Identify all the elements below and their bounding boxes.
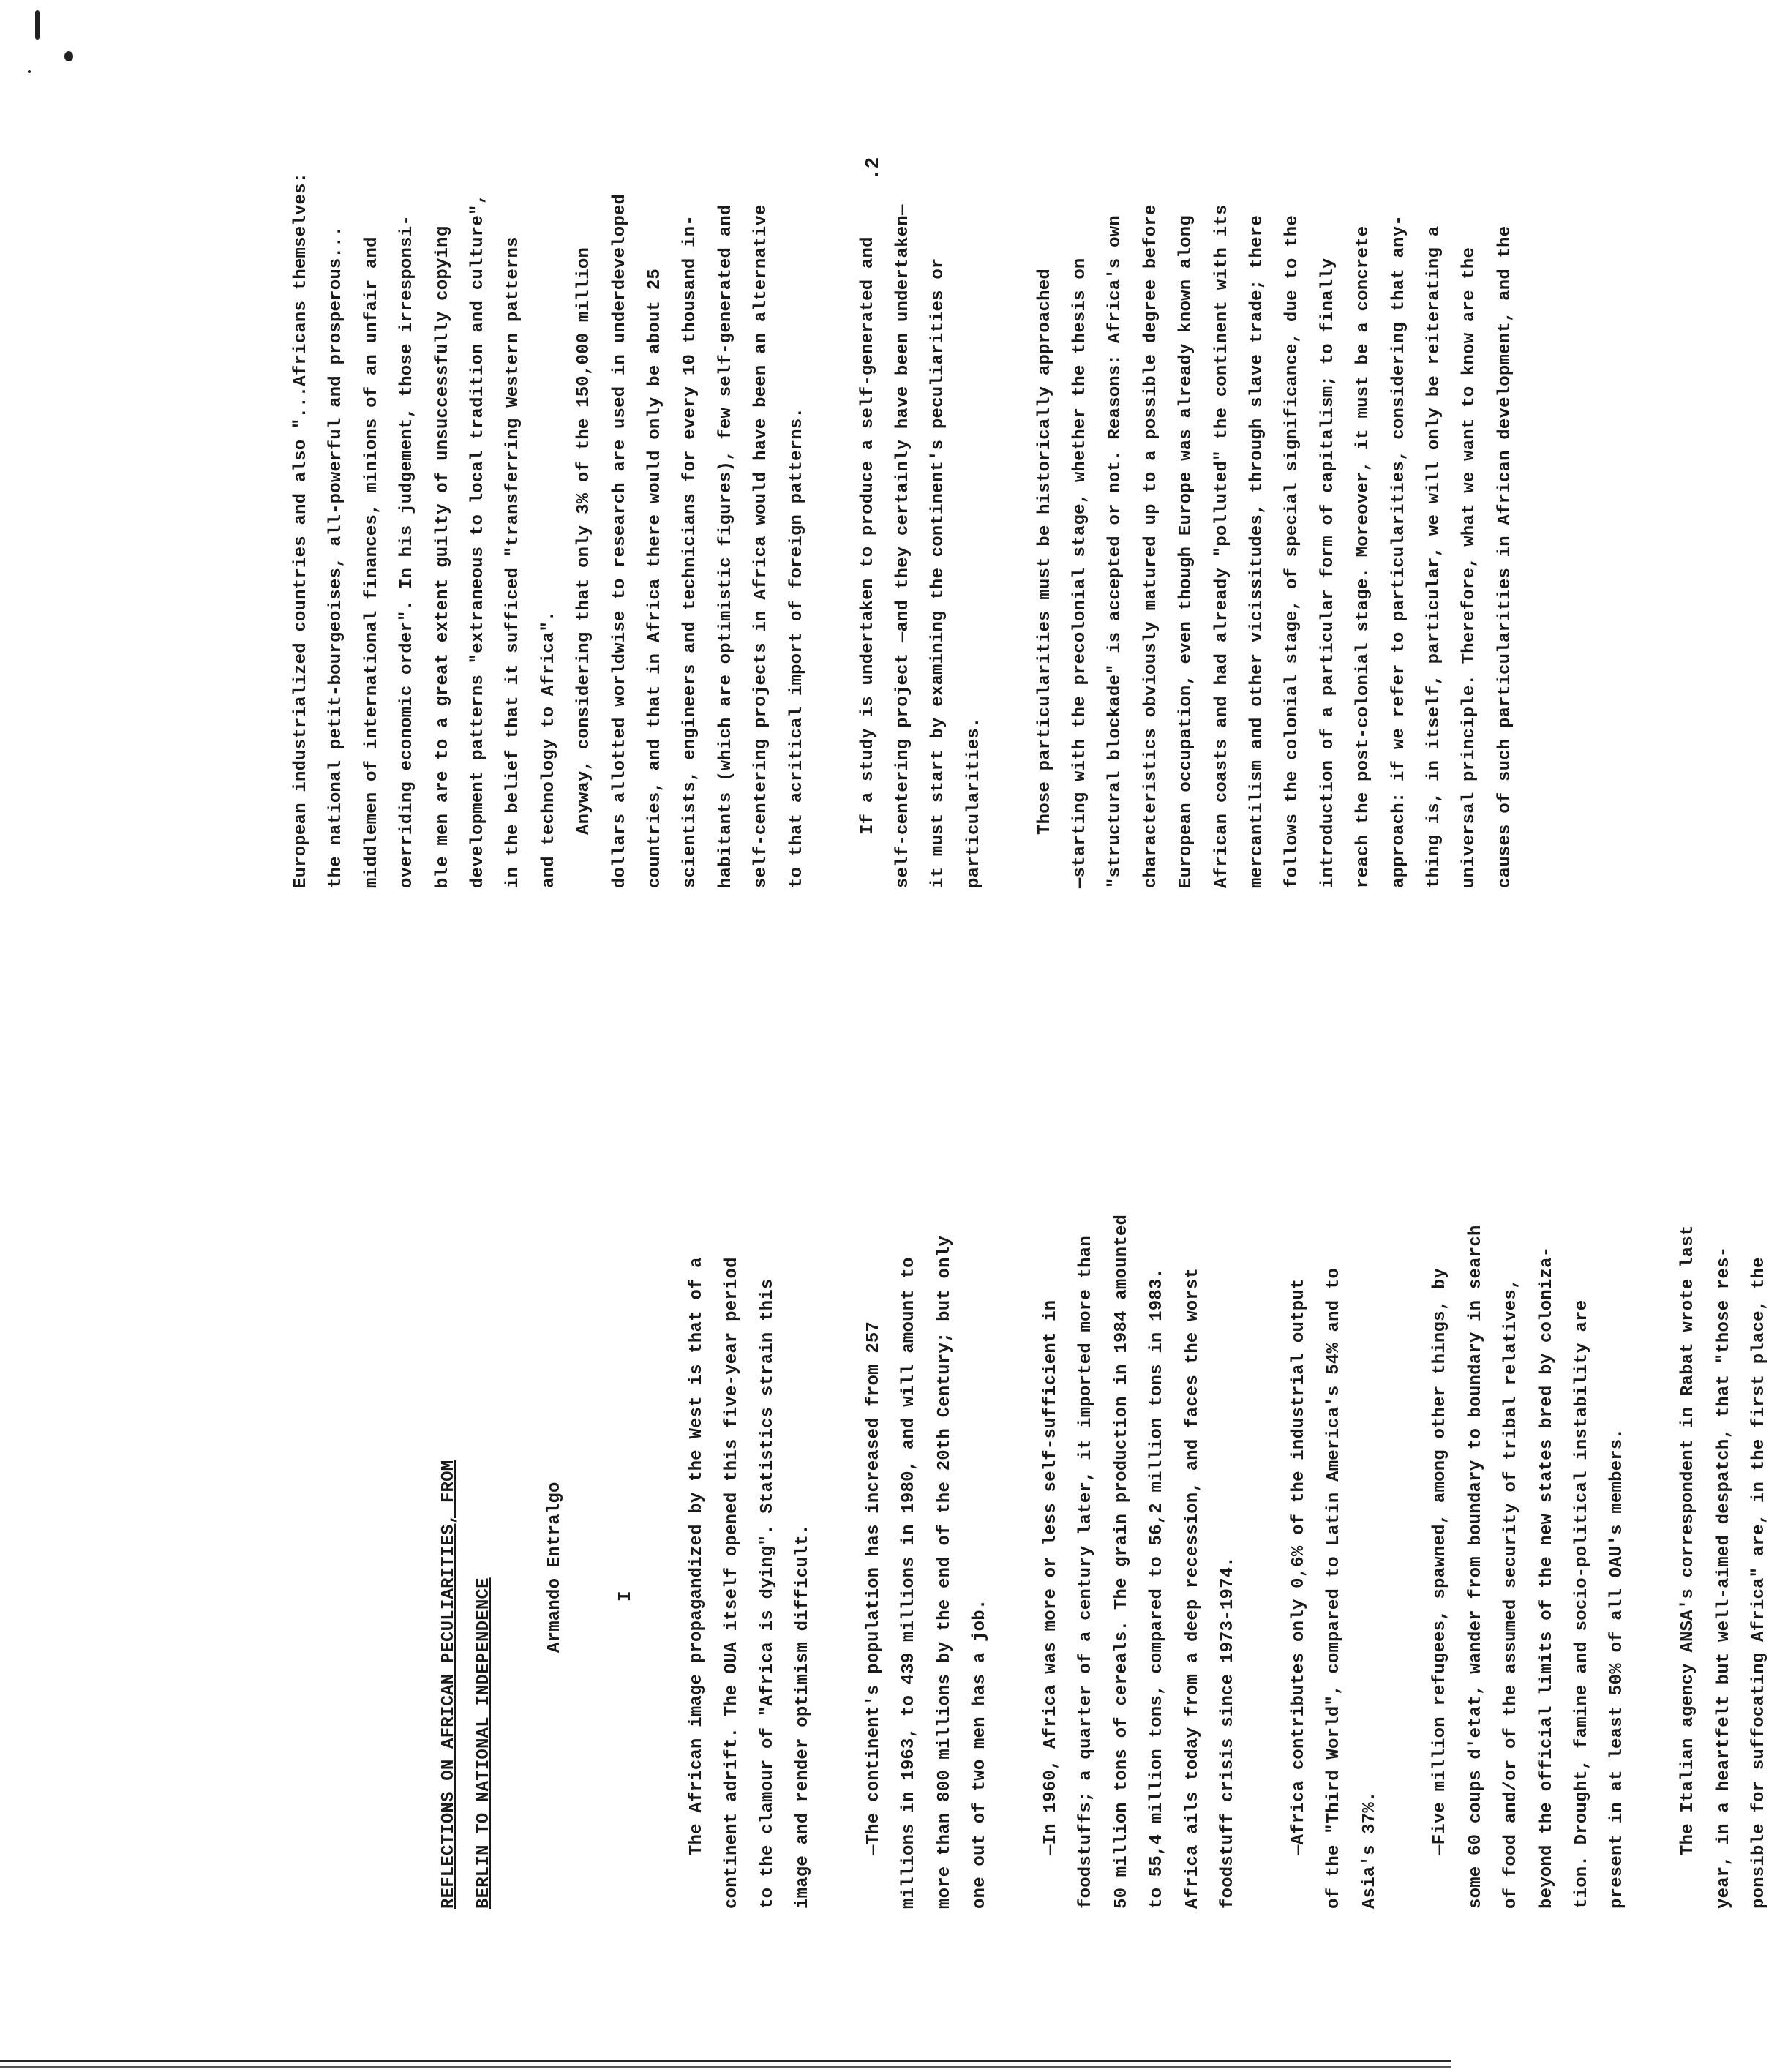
- text-line: particularities.: [963, 717, 984, 888]
- text-line: The Italian agency ANSA's correspondent in Rabat wrote last: [1678, 1225, 1699, 1909]
- text-line: —Five million refugees, spawned, among other things, by: [1430, 1267, 1451, 1909]
- text-line: scientists, engineers and technicians for every 10 thousand in-: [680, 215, 701, 888]
- text-line: European occupation, even though Europe was already known along: [1176, 215, 1197, 888]
- text-line: —Africa contributes only 0,6% of the industrial output: [1288, 1278, 1309, 1909]
- text-line: reach the post-colonial stage. Moreover, it must be a concrete: [1353, 225, 1374, 888]
- page-number: .2: [862, 157, 884, 180]
- text-line: universal principle. Therefore, what we want to know are the: [1459, 247, 1480, 888]
- text-line: [1636, 1215, 1671, 1909]
- text-line: Asia's 37%.: [1359, 1791, 1380, 1909]
- text-line: it must start by examining the continent's peculiarities or: [928, 258, 949, 888]
- author-name: Armando Entralgo: [545, 1482, 566, 1653]
- left-column-body: [680, 1215, 1777, 1909]
- text-line: to that acritical import of foreign patterns.: [786, 407, 807, 888]
- text-line: [815, 173, 850, 888]
- text-line: of the "Third World", compared to Latin America's 54% and to: [1324, 1267, 1345, 1909]
- right-column: [284, 173, 1523, 888]
- text-line: self-centering projects in Africa would have been an alternative: [751, 204, 772, 888]
- text-line: causes of such particularities in African development, and the: [1495, 225, 1515, 888]
- text-line: —starting with the precolonial stage, whether the thesis on: [1070, 258, 1090, 888]
- section-numeral: I: [616, 1591, 636, 1602]
- text-line: [821, 1215, 856, 1909]
- spacer: [503, 1215, 538, 1909]
- scan-speck: [35, 10, 40, 40]
- text-line: to 55,4 million tons, compared to 56,2 million tons in 1983.: [1147, 1267, 1168, 1909]
- text-line: image and render optimism difficult.: [793, 1524, 814, 1909]
- text-line: [992, 173, 1027, 888]
- text-line: foodstuff crisis since 1973-1974.: [1217, 1556, 1238, 1909]
- binding-edge: [0, 2057, 1451, 2072]
- text-line: self-centering project —and they certainly have been undertaken—: [893, 204, 913, 888]
- text-line: 50 million tons of cereals. The grain production in 1984 amounted: [1111, 1214, 1132, 1909]
- text-line: tion. Drought, famine and socio-political instability are: [1572, 1299, 1592, 1909]
- text-line: The African image propagandized by the West is that of a: [686, 1257, 707, 1909]
- text-line: beyond the official limits of the new states bred by coloniza-: [1536, 1246, 1557, 1909]
- right-column-body: [284, 173, 1523, 888]
- text-line: introduction of a particular form of capitalism; to finally: [1318, 258, 1338, 888]
- left-column: [432, 1215, 1777, 1909]
- text-line: ponsible for suffocating Africa" are, in the first place, the: [1749, 1257, 1770, 1909]
- text-line: the national petit-bourgeoises, all-powerful and prosperous...: [326, 225, 347, 888]
- scan-speck: [28, 70, 31, 73]
- text-line: follows the colonial stage, of special significance, due to the: [1282, 215, 1303, 888]
- text-line: and technology to Africa".: [538, 610, 559, 888]
- scan-speck: [64, 51, 73, 61]
- text-line: foodstuffs; a quarter of a century later, it imported more than: [1076, 1236, 1097, 1909]
- text-line: [1246, 1215, 1281, 1909]
- text-line: habitants (which are optimistic figures), few self-generated and: [715, 204, 736, 888]
- article-title-line-2: BERLIN TO NATIONAL INDEPENDENCE: [474, 1577, 495, 1909]
- text-line: [999, 1215, 1034, 1909]
- article-title-line-1: REFLECTIONS ON AFRICAN PECULIARITIES, FROM: [439, 1460, 459, 1909]
- spacer: [574, 1215, 609, 1909]
- binding-line: [0, 2066, 1451, 2068]
- spacer: [644, 1215, 679, 1909]
- text-line: Anyway, considering that only 3% of the 150,000 million: [574, 247, 595, 888]
- text-line: of food and/or of the assumed security of tribal relatives,: [1501, 1278, 1522, 1909]
- text-line: present in at least 50% of all OAU's members.: [1607, 1427, 1628, 1909]
- text-line: dollars allotted worldwise to research are used in underdeveloped: [609, 193, 630, 888]
- text-line: countries, and that in Africa there would only be about 25: [645, 269, 666, 888]
- text-line: millions in 1963, to 439 millions in 1980, and will amount to: [899, 1257, 920, 1909]
- text-line: in the belief that it sufficed "transferring Western patterns: [503, 236, 524, 888]
- text-line: some 60 coups d'etat, wander from boundary to boundary in search: [1465, 1225, 1486, 1909]
- text-line: [1388, 1215, 1423, 1909]
- text-line: mercantilism and other vicissitudes, through slave trade; there: [1247, 215, 1267, 888]
- text-line: European industrialized countries and also "...Africans themselves:: [291, 172, 311, 888]
- text-line: middlemen of international finances, minions of an unfair and: [361, 236, 382, 888]
- text-line: one out of two men has a job.: [970, 1599, 991, 1909]
- text-line: thing is, in itself, particular, we will only be reiterating a: [1424, 225, 1444, 888]
- text-line: ble men are to a great extent guilty of unsuccessfully copying: [432, 225, 453, 888]
- text-line: more than 800 millions by the end of the 20th Century; but only: [934, 1236, 955, 1909]
- text-line: year, in a heartfelt but well-aimed despatch, that "those res-: [1713, 1246, 1734, 1909]
- text-line: "structural blockade" is accepted or not. Reasons: Africa's own: [1105, 215, 1126, 888]
- text-line: overriding economic order". In his judgement, those irresponsi-: [397, 215, 418, 888]
- text-line: development patterns "extraneous to local tradition and culture",: [468, 193, 489, 888]
- text-line: African coasts and had already "polluted" the continent with its: [1211, 204, 1232, 888]
- text-line: —The continent's population has increased from 257: [863, 1321, 884, 1909]
- text-line: Those particularities must be historically approached: [1034, 269, 1055, 888]
- text-line: If a study is undertaken to produce a self-generated and: [857, 236, 878, 888]
- text-line: continent adrift. The OUA itself opened this five-year period: [722, 1257, 743, 1909]
- binding-line: [0, 2060, 1451, 2062]
- text-line: Africa ails today from a deep recession, and faces the worst: [1182, 1267, 1203, 1909]
- text-line: —In 1960, Africa was more or less self-sufficient in: [1040, 1299, 1061, 1909]
- text-line: characteristics obviously matured up to a possible degree before: [1141, 204, 1161, 888]
- text-line: approach: if we refer to particularities, considering that any-: [1389, 215, 1409, 888]
- text-line: to the clamour of "Africa is dying". Statistics strain this: [757, 1278, 778, 1909]
